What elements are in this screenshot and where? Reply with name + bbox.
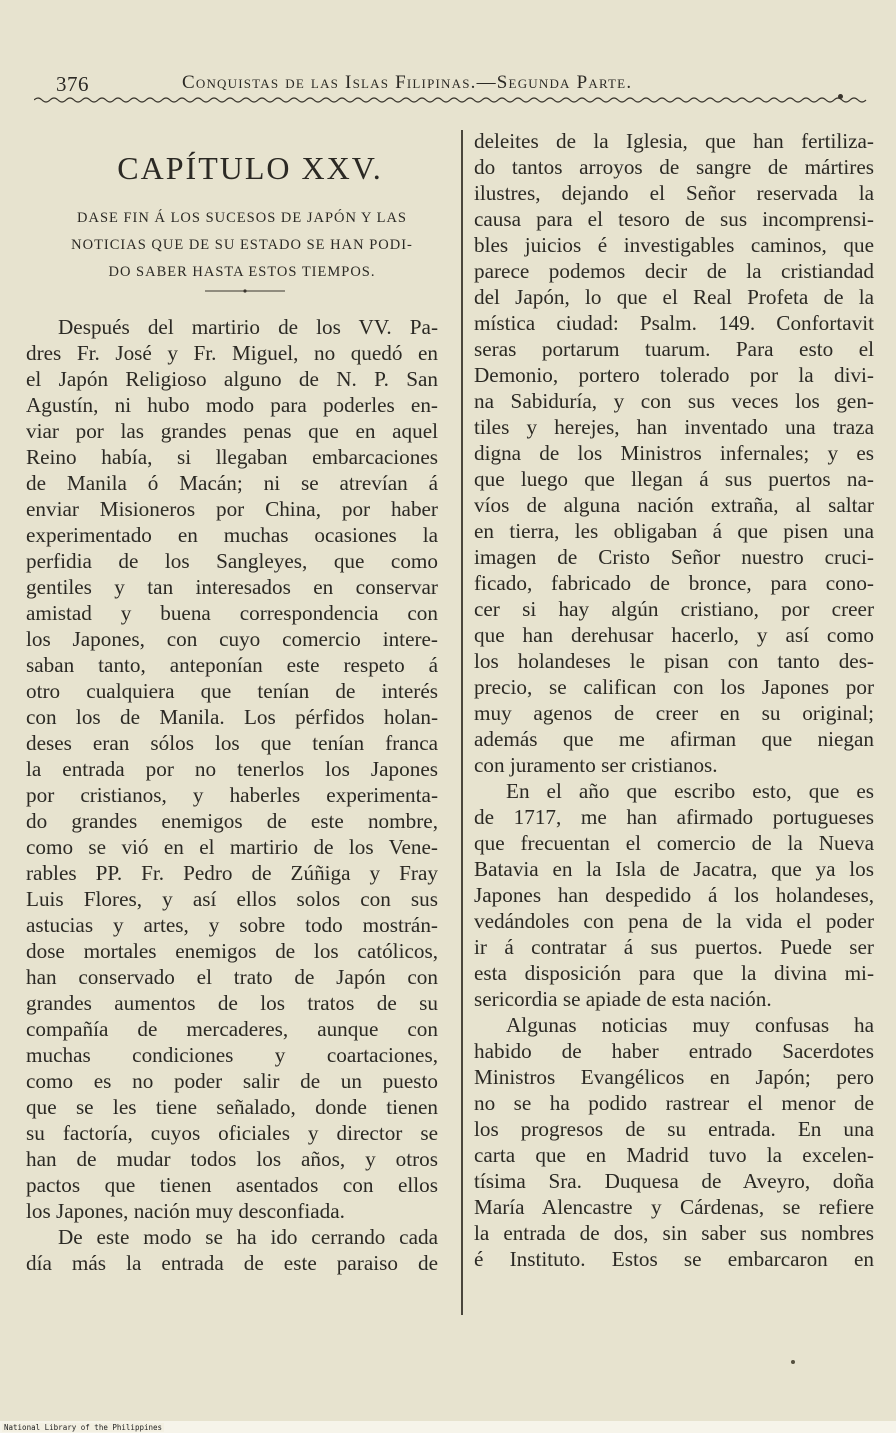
text-line: dres Fr. José y Fr. Miguel, no quedó en	[26, 341, 438, 365]
text-line: muy agenos de creer en su original;	[474, 701, 874, 725]
text-line: digna de los Ministros infernales; y es	[474, 441, 874, 465]
text-line: han conservado el trato de Japón con	[26, 965, 438, 989]
text-line: saban tanto, anteponían este respeto á	[26, 653, 438, 677]
text-line: como es no poder salir de un puesto	[26, 1069, 438, 1093]
text-line: no se ha podido rastrear el menor de	[474, 1091, 874, 1115]
text-line: pactos que tienen asentados con ellos	[26, 1173, 438, 1197]
text-line: Luis Flores, y así ellos solos con sus	[26, 887, 438, 911]
text-line: los Japones, con cuyo comercio intere-	[26, 627, 438, 651]
text-line: vedándoles con pena de la vida el poder	[474, 909, 874, 933]
text-line: que se les tiene señalado, donde tienen	[26, 1095, 438, 1119]
text-line: Batavia en la Isla de Jacatra, que ya los	[474, 857, 874, 881]
text-line: habido de haber entrado Sacerdotes	[474, 1039, 874, 1063]
ink-speck	[838, 94, 843, 99]
text-line: parece podemos decir de la cristiandad	[474, 259, 874, 283]
text-line: de 1717, me han afirmado portugueses	[474, 805, 874, 829]
text-line: do tantos arroyos de sangre de mártires	[474, 155, 874, 179]
text-line: ir á contratar á sus puertos. Puede ser	[474, 935, 874, 959]
text-line: Algunas noticias muy confusas ha	[506, 1013, 874, 1037]
text-line: los holandeses le pisan con tanto des-	[474, 649, 874, 673]
text-line: Demonio, portero tolerado por la divi-	[474, 363, 874, 387]
text-line: gentiles y tan interesados en conservar	[26, 575, 438, 599]
text-line: imagen de Cristo Señor nuestro cruci-	[474, 545, 874, 569]
text-line: como se vió en el martirio de los Vene-	[26, 835, 438, 859]
text-line: por cristianos, y haberles experimenta-	[26, 783, 438, 807]
text-line: deleites de la Iglesia, que han fertiliza-	[474, 129, 874, 153]
text-line: que han derehusar hacerlo, y así como	[474, 623, 874, 647]
text-line: bles juicios é investigables caminos, que	[474, 233, 874, 257]
text-line: el Japón Religioso alguno de N. P. San	[26, 367, 438, 391]
text-line: tísima Sra. Duquesa de Aveyro, doña	[474, 1169, 874, 1193]
text-line: otro cualquiera que tenían de interés	[26, 679, 438, 703]
text-line: carta que en Madrid tuvo la excelen-	[474, 1143, 874, 1167]
text-line: la entrada de dos, sin saber sus nombres	[474, 1221, 874, 1245]
text-line: enviar Misioneros por China, por haber	[26, 497, 438, 521]
text-line: Ministros Evangélicos en Japón; pero	[474, 1065, 874, 1089]
column-divider	[461, 130, 463, 1315]
chapter-title: CAPÍTULO XXV.	[117, 150, 383, 186]
ink-speck	[791, 1360, 795, 1364]
text-line: en tierra, les obligaban á que pisen una	[474, 519, 874, 543]
text-line: astucias y artes, y sobre todo mostrán-	[26, 913, 438, 937]
text-line: viar por las grandes penas que en aquel	[26, 419, 438, 443]
text-line: víos de alguna nación extraña, al saltar	[474, 493, 874, 517]
text-line: rables PP. Fr. Pedro de Zúñiga y Fray	[26, 861, 438, 885]
text-line: tiles y herejes, han inventado una traza	[474, 415, 874, 439]
summary-line: DO SABER HASTA ESTOS TIEMPOS.	[108, 264, 376, 280]
text-line: Japones han despedido á los holandeses,	[474, 883, 874, 907]
text-line: Después del martirio de los VV. Pa-	[58, 315, 438, 339]
text-line: han de mudar todos los años, y otros	[26, 1147, 438, 1171]
text-line: además que me afirman que niegan	[474, 727, 874, 751]
text-line: los progresos de su entrada. En una	[474, 1117, 874, 1141]
text-line: perfidia de los Sangleyes, que como	[26, 549, 438, 573]
text-line: sericordia se apiade de esta nación.	[474, 987, 772, 1011]
page-number: 376	[56, 72, 89, 96]
text-line: De este modo se ha ido cerrando cada	[58, 1225, 438, 1249]
text-line: con los de Manila. Los pérfidos holan-	[26, 705, 438, 729]
text-line: seras portarum tuarum. Para esto el	[474, 337, 874, 361]
text-line: deses eran sólos los que tenían franca	[26, 731, 438, 755]
left-column-text	[26, 314, 438, 1276]
text-line: ficado, fabricado de bronce, para cono-	[474, 571, 874, 595]
chapter-summary	[30, 205, 454, 286]
text-line: de Manila ó Macán; ni se atrevían á	[26, 471, 438, 495]
text-line: causa para el tesoro de sus incomprensi-	[474, 207, 874, 231]
summary-ornament-rule	[205, 289, 285, 293]
text-line: experimentado en muchas ocasiones la	[26, 523, 438, 547]
text-line: é Instituto. Estos se embarcaron en	[474, 1247, 874, 1271]
text-line: su factoría, cuyos oficiales y director se	[26, 1121, 438, 1145]
text-line: compañía de mercaderes, aunque con	[26, 1017, 438, 1041]
text-line: la entrada por no tenerlos los Japones	[26, 757, 438, 781]
text-line: dose mortales enemigos de los católicos,	[26, 939, 438, 963]
library-credit: National Library of the Philippines	[4, 1423, 163, 1432]
text-line: que frecuentan el comercio de la Nueva	[474, 831, 874, 855]
text-line: del Japón, lo que el Real Profeta de la	[474, 285, 874, 309]
text-line: cer si hay algún cristiano, por creer	[474, 597, 874, 621]
text-line: muchas condiciones y coartaciones,	[26, 1043, 438, 1067]
running-head: Conquistas de las Islas Filipinas.—Segunda Parte.	[182, 72, 633, 93]
text-line: amistad y buena correspondencia con	[26, 601, 438, 625]
text-line: En el año que escribo esto, que es	[506, 779, 874, 803]
text-line: Agustín, ni hubo modo para poderles en-	[26, 393, 438, 417]
text-line: esta disposición para que la divina mi-	[474, 961, 874, 985]
summary-line: NOTICIAS QUE DE SU ESTADO SE HAN PODI-	[71, 237, 413, 253]
summary-line: DASE FIN Á LOS SUCESOS DE JAPÓN Y LAS	[77, 210, 407, 226]
text-line: ilustres, dejando el Señor reservada la	[474, 181, 874, 205]
text-line: Reino había, si llegaban embarcaciones	[26, 445, 438, 469]
text-line: grandes aumentos de los tratos de su	[26, 991, 438, 1015]
text-line: con juramento ser cristianos.	[474, 753, 718, 777]
text-line: día más la entrada de este paraiso de	[26, 1251, 438, 1275]
right-column-text	[474, 128, 874, 1272]
text-line: que luego que llegan á sus puertos na-	[474, 467, 874, 491]
text-line: na Sabiduría, y con sus veces los gen-	[474, 389, 874, 413]
text-line: precio, se califican con los Japones por	[474, 675, 874, 699]
text-line: los Japones, nación muy desconfiada.	[26, 1199, 345, 1223]
text-line: do grandes enemigos de este nombre,	[26, 809, 438, 833]
header-wavy-rule	[34, 95, 870, 105]
text-line: María Alencastre y Cárdenas, se refiere	[474, 1195, 874, 1219]
text-line: mística ciudad: Psalm. 149. Confortavit	[474, 311, 874, 335]
